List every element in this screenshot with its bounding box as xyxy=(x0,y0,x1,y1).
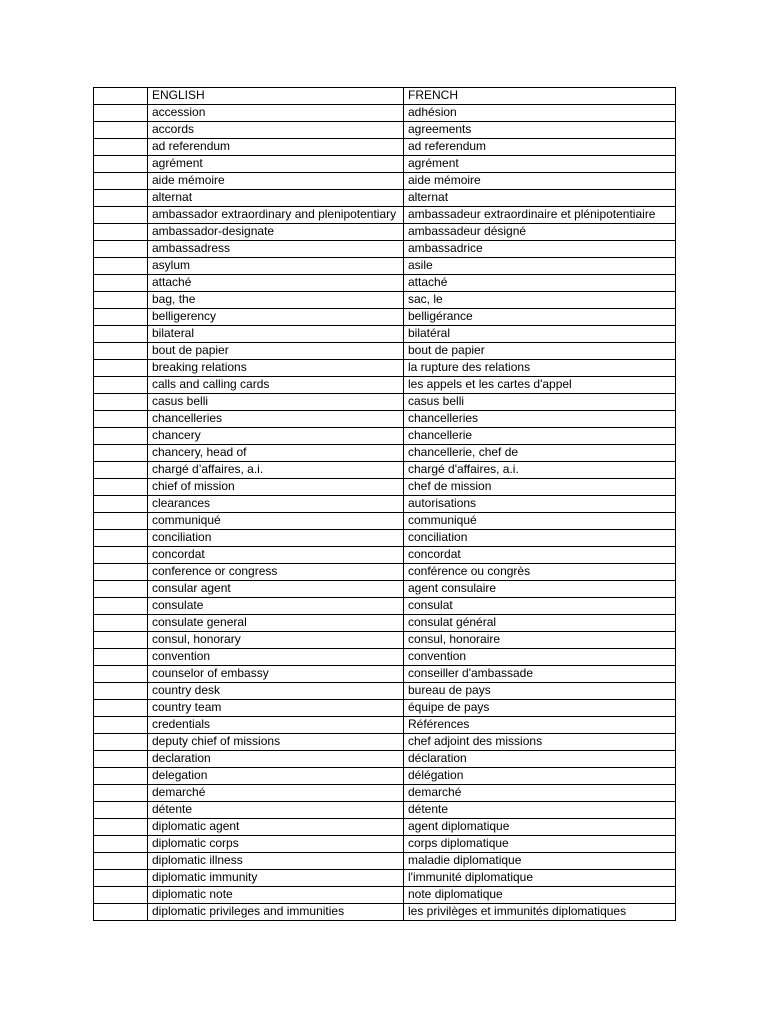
english-term-cell: declaration xyxy=(148,751,404,768)
english-term-cell: ambassador extraordinary and plenipotentiary xyxy=(148,207,404,224)
row-index-cell xyxy=(94,292,148,309)
table-row xyxy=(94,632,676,649)
french-term-cell: communiqué xyxy=(404,513,676,530)
row-index-cell xyxy=(94,139,148,156)
english-term-cell: concordat xyxy=(148,547,404,564)
english-term-cell: consulate xyxy=(148,598,404,615)
english-term-cell: aide mémoire xyxy=(148,173,404,190)
english-term-cell: asylum xyxy=(148,258,404,275)
english-term-cell: diplomatic immunity xyxy=(148,870,404,887)
table-row xyxy=(94,853,676,870)
row-index-cell xyxy=(94,904,148,921)
row-index-cell xyxy=(94,530,148,547)
english-term-cell: consul, honorary xyxy=(148,632,404,649)
row-index-cell xyxy=(94,224,148,241)
table-row xyxy=(94,105,676,122)
row-index-cell xyxy=(94,802,148,819)
french-term-cell: consulat général xyxy=(404,615,676,632)
table-row xyxy=(94,513,676,530)
french-term-cell: consulat xyxy=(404,598,676,615)
table-row xyxy=(94,309,676,326)
french-term-cell: Références xyxy=(404,717,676,734)
table-row xyxy=(94,547,676,564)
table-row xyxy=(94,802,676,819)
french-term-cell: attaché xyxy=(404,275,676,292)
table-row xyxy=(94,581,676,598)
english-term-cell: delegation xyxy=(148,768,404,785)
english-term-cell: chief of mission xyxy=(148,479,404,496)
english-term-cell: casus belli xyxy=(148,394,404,411)
french-term-cell: les privilèges et immunités diplomatiques xyxy=(404,904,676,921)
row-index-cell xyxy=(94,615,148,632)
table-row xyxy=(94,649,676,666)
french-term-cell: conférence ou congrès xyxy=(404,564,676,581)
row-index-cell xyxy=(94,207,148,224)
table-row xyxy=(94,887,676,904)
table-row xyxy=(94,598,676,615)
french-term-cell: chancellerie xyxy=(404,428,676,445)
glossary-table-body xyxy=(94,88,676,921)
french-term-cell: agent consulaire xyxy=(404,581,676,598)
row-index-cell xyxy=(94,411,148,428)
table-row xyxy=(94,496,676,513)
table-row xyxy=(94,258,676,275)
french-term-cell: convention xyxy=(404,649,676,666)
row-index-cell xyxy=(94,785,148,802)
row-index-cell xyxy=(94,734,148,751)
english-term-cell: ambassadress xyxy=(148,241,404,258)
english-term-cell: clearances xyxy=(148,496,404,513)
row-index-cell xyxy=(94,326,148,343)
row-index-cell xyxy=(94,853,148,870)
french-term-cell: maladie diplomatique xyxy=(404,853,676,870)
english-term-cell: consulate general xyxy=(148,615,404,632)
table-row xyxy=(94,445,676,462)
english-term-cell: diplomatic illness xyxy=(148,853,404,870)
english-term-cell: ad referendum xyxy=(148,139,404,156)
row-index-cell xyxy=(94,428,148,445)
table-row xyxy=(94,700,676,717)
table-row xyxy=(94,377,676,394)
french-term-cell: sac, le xyxy=(404,292,676,309)
table-row xyxy=(94,326,676,343)
english-term-cell: détente xyxy=(148,802,404,819)
french-term-cell: chef adjoint des missions xyxy=(404,734,676,751)
english-term-cell: bilateral xyxy=(148,326,404,343)
english-term-cell: accords xyxy=(148,122,404,139)
french-term-cell: conciliation xyxy=(404,530,676,547)
header-row xyxy=(94,88,676,105)
french-term-cell: belligérance xyxy=(404,309,676,326)
table-row xyxy=(94,343,676,360)
french-term-cell: bout de papier xyxy=(404,343,676,360)
french-term-cell: corps diplomatique xyxy=(404,836,676,853)
row-index-cell xyxy=(94,768,148,785)
french-term-cell: chancelleries xyxy=(404,411,676,428)
row-index-cell xyxy=(94,887,148,904)
french-term-cell: aide mémoire xyxy=(404,173,676,190)
row-index-cell xyxy=(94,564,148,581)
table-row xyxy=(94,292,676,309)
row-index-cell xyxy=(94,360,148,377)
english-term-cell: conciliation xyxy=(148,530,404,547)
table-row xyxy=(94,224,676,241)
english-term-cell: alternat xyxy=(148,190,404,207)
english-term-cell: attaché xyxy=(148,275,404,292)
row-index-cell xyxy=(94,445,148,462)
table-row xyxy=(94,360,676,377)
french-term-cell: conseiller d'ambassade xyxy=(404,666,676,683)
row-index-cell xyxy=(94,666,148,683)
table-row xyxy=(94,717,676,734)
row-index-cell xyxy=(94,241,148,258)
english-term-cell: chargé d’affaires, a.i. xyxy=(148,462,404,479)
table-row xyxy=(94,819,676,836)
english-term-cell: breaking relations xyxy=(148,360,404,377)
row-index-cell xyxy=(94,819,148,836)
french-term-cell: les appels et les cartes d'appel xyxy=(404,377,676,394)
english-term-cell: country desk xyxy=(148,683,404,700)
french-term-cell: bilatéral xyxy=(404,326,676,343)
english-term-cell: bag, the xyxy=(148,292,404,309)
table-row xyxy=(94,666,676,683)
row-index-cell xyxy=(94,717,148,734)
french-term-cell: demarché xyxy=(404,785,676,802)
row-index-cell xyxy=(94,632,148,649)
french-term-cell: alternat xyxy=(404,190,676,207)
french-term-cell: détente xyxy=(404,802,676,819)
english-term-cell: conference or congress xyxy=(148,564,404,581)
table-row xyxy=(94,462,676,479)
english-term-cell: chancelleries xyxy=(148,411,404,428)
english-term-cell: bout de papier xyxy=(148,343,404,360)
french-term-cell: agreements xyxy=(404,122,676,139)
english-term-cell: diplomatic privileges and immunities xyxy=(148,904,404,921)
french-term-cell: délégation xyxy=(404,768,676,785)
english-term-cell: diplomatic note xyxy=(148,887,404,904)
english-term-cell: consular agent xyxy=(148,581,404,598)
english-term-cell: deputy chief of missions xyxy=(148,734,404,751)
row-index-cell xyxy=(94,683,148,700)
table-row xyxy=(94,156,676,173)
table-row xyxy=(94,564,676,581)
french-term-cell: agrément xyxy=(404,156,676,173)
table-row xyxy=(94,173,676,190)
table-row xyxy=(94,394,676,411)
row-index-cell xyxy=(94,462,148,479)
header-english-cell: ENGLISH xyxy=(148,88,404,105)
row-index-cell xyxy=(94,870,148,887)
english-term-cell: chancery, head of xyxy=(148,445,404,462)
row-index-cell xyxy=(94,836,148,853)
english-term-cell: belligerency xyxy=(148,309,404,326)
french-term-cell: déclaration xyxy=(404,751,676,768)
english-term-cell: diplomatic corps xyxy=(148,836,404,853)
table-row xyxy=(94,207,676,224)
header-index-cell xyxy=(94,88,148,105)
table-row xyxy=(94,768,676,785)
row-index-cell xyxy=(94,547,148,564)
row-index-cell xyxy=(94,156,148,173)
table-row xyxy=(94,836,676,853)
row-index-cell xyxy=(94,122,148,139)
row-index-cell xyxy=(94,513,148,530)
english-term-cell: country team xyxy=(148,700,404,717)
english-term-cell: demarché xyxy=(148,785,404,802)
english-term-cell: calls and calling cards xyxy=(148,377,404,394)
table-row xyxy=(94,411,676,428)
french-term-cell: ambassadrice xyxy=(404,241,676,258)
table-row xyxy=(94,139,676,156)
english-term-cell: communiqué xyxy=(148,513,404,530)
row-index-cell xyxy=(94,751,148,768)
row-index-cell xyxy=(94,394,148,411)
table-row xyxy=(94,275,676,292)
row-index-cell xyxy=(94,479,148,496)
row-index-cell xyxy=(94,190,148,207)
table-row xyxy=(94,870,676,887)
row-index-cell xyxy=(94,598,148,615)
table-row xyxy=(94,530,676,547)
row-index-cell xyxy=(94,105,148,122)
row-index-cell xyxy=(94,700,148,717)
row-index-cell xyxy=(94,343,148,360)
english-term-cell: credentials xyxy=(148,717,404,734)
glossary-table xyxy=(93,87,676,921)
french-term-cell: chancellerie, chef de xyxy=(404,445,676,462)
french-term-cell: l'immunité diplomatique xyxy=(404,870,676,887)
header-french-cell: FRENCH xyxy=(404,88,676,105)
english-term-cell: chancery xyxy=(148,428,404,445)
english-term-cell: diplomatic agent xyxy=(148,819,404,836)
row-index-cell xyxy=(94,173,148,190)
row-index-cell xyxy=(94,258,148,275)
row-index-cell xyxy=(94,275,148,292)
french-term-cell: équipe de pays xyxy=(404,700,676,717)
french-term-cell: la rupture des relations xyxy=(404,360,676,377)
english-term-cell: ambassador-designate xyxy=(148,224,404,241)
english-term-cell: agrément xyxy=(148,156,404,173)
french-term-cell: adhésion xyxy=(404,105,676,122)
french-term-cell: casus belli xyxy=(404,394,676,411)
french-term-cell: chargé d'affaires, a.i. xyxy=(404,462,676,479)
french-term-cell: consul, honoraire xyxy=(404,632,676,649)
row-index-cell xyxy=(94,496,148,513)
french-term-cell: autorisations xyxy=(404,496,676,513)
french-term-cell: bureau de pays xyxy=(404,683,676,700)
table-row xyxy=(94,122,676,139)
french-term-cell: concordat xyxy=(404,547,676,564)
row-index-cell xyxy=(94,581,148,598)
french-term-cell: agent diplomatique xyxy=(404,819,676,836)
table-row xyxy=(94,683,676,700)
row-index-cell xyxy=(94,309,148,326)
english-term-cell: counselor of embassy xyxy=(148,666,404,683)
table-row xyxy=(94,615,676,632)
row-index-cell xyxy=(94,377,148,394)
table-row xyxy=(94,241,676,258)
table-row xyxy=(94,479,676,496)
table-row xyxy=(94,734,676,751)
table-row xyxy=(94,428,676,445)
english-term-cell: accession xyxy=(148,105,404,122)
row-index-cell xyxy=(94,649,148,666)
table-row xyxy=(94,190,676,207)
french-term-cell: asile xyxy=(404,258,676,275)
french-term-cell: ambassadeur désigné xyxy=(404,224,676,241)
french-term-cell: note diplomatique xyxy=(404,887,676,904)
table-row xyxy=(94,751,676,768)
french-term-cell: ad referendum xyxy=(404,139,676,156)
english-term-cell: convention xyxy=(148,649,404,666)
table-row xyxy=(94,785,676,802)
french-term-cell: chef de mission xyxy=(404,479,676,496)
table-row xyxy=(94,904,676,921)
french-term-cell: ambassadeur extraordinaire et plénipotentiaire xyxy=(404,207,676,224)
